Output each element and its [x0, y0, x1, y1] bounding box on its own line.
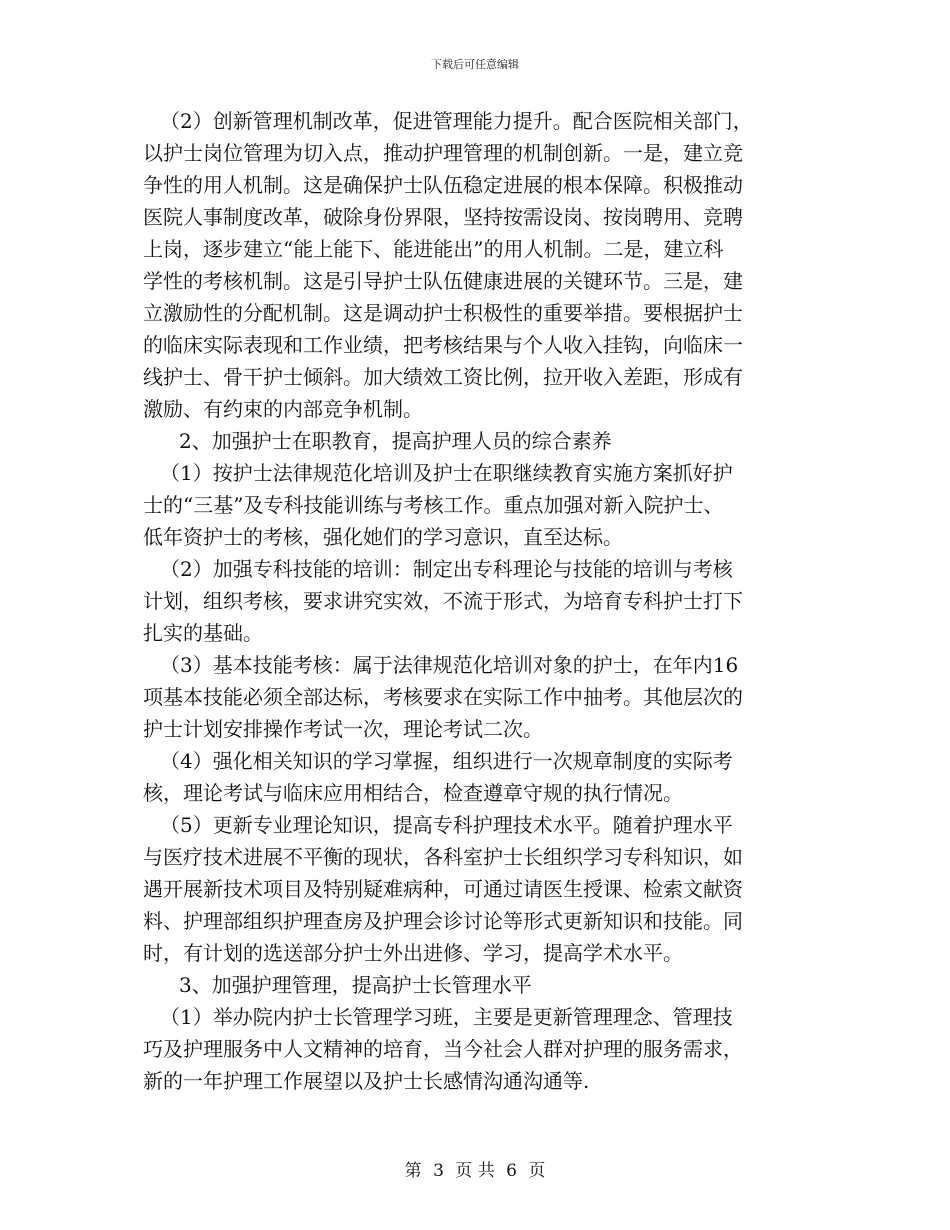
- body-line: 料、护理部组织护理查房及护理会诊讨论等形式更新知识和技能。同: [143, 909, 743, 933]
- body-line: 2、加强护士在职教育，提高护理人员的综合素养: [179, 429, 612, 453]
- body-line: 学性的考核机制。这是引导护士队伍健康进展的关键环节。三是，建: [143, 269, 743, 293]
- body-line: 线护士、骨干护士倾斜。加大绩效工资比例，拉开收入差距，形成有: [143, 365, 743, 389]
- page-footer: [0, 1156, 950, 1181]
- body-line: 低年资护士的考核，强化她们的学习意识，直至达标。: [143, 525, 623, 549]
- body-line: 激励、有约束的内部竞争机制。: [143, 397, 423, 421]
- document-body: [143, 105, 798, 1097]
- body-line: 医院人事制度改革，破除身份界限，坚持按需设岗、按岗聘用、竞聘: [143, 205, 743, 229]
- page-header-note: 下载后可任意编辑: [431, 58, 519, 71]
- body-line: 巧及护理服务中人文精神的培育，当今社会人群对护理的服务需求，: [143, 1037, 743, 1061]
- body-line: 上岗，逐步建立“能上能下、能进能出”的用人机制。二是，建立科: [143, 237, 724, 261]
- body-line: （3）基本技能考核：属于法律规范化培训对象的护士，在年内16: [160, 653, 739, 677]
- body-line: 士的“三基”及专科技能训练与考核工作。重点加强对新入院护士、: [143, 493, 724, 517]
- body-line: 核，理论考试与临床应用相结合，检查遵章守规的执行情况。: [143, 781, 683, 805]
- body-line: 立激励性的分配机制。这是调动护士积极性的重要举措。要根据护士: [143, 301, 743, 325]
- body-line: 争性的用人机制。这是确保护士队伍稳定进展的根本保障。积极推动: [143, 173, 743, 197]
- body-line: 遇开展新技术项目及特别疑难病种，可通过请医生授课、检索文献资: [143, 877, 743, 901]
- body-line: 以护士岗位管理为切入点，推动护理管理的机制创新。一是，建立竞: [143, 141, 743, 165]
- body-line: 护士计划安排操作考试一次，理论考试二次。: [143, 717, 543, 741]
- footer-suffix: 页: [528, 1161, 546, 1181]
- body-line: （2）加强专科技能的培训：制定出专科理论与技能的培训与考核: [160, 557, 733, 581]
- body-line: （1）举办院内护士长管理学习班，主要是更新管理理念、管理技: [160, 1005, 733, 1029]
- footer-total-pages: 6: [506, 1161, 517, 1181]
- body-line: （2）创新管理机制改革，促进管理能力提升。配合医院相关部门，: [160, 109, 753, 133]
- body-line: （1）按护士法律规范化培训及护士在职继续教育实施方案抓好护: [160, 461, 733, 485]
- body-line: 新的一年护理工作展望以及护士长感情沟通沟通等.: [143, 1069, 590, 1093]
- footer-prefix: 第: [404, 1161, 422, 1181]
- body-line: 计划，组织考核，要求讲究实效，不流于形式，为培育专科护士打下: [143, 589, 743, 613]
- body-line: （5）更新专业理论知识，提高专科护理技术水平。随着护理水平: [160, 813, 733, 837]
- body-line: 3、加强护理管理，提高护士长管理水平: [179, 973, 532, 997]
- body-line: （4）强化相关知识的学习掌握，组织进行一次规章制度的实际考: [160, 749, 733, 773]
- body-line: 项基本技能必须全部达标，考核要求在实际工作中抽考。其他层次的: [143, 685, 743, 709]
- body-line: 的临床实际表现和工作业绩，把考核结果与个人收入挂钩，向临床一: [143, 333, 743, 357]
- body-line: 时，有计划的选送部分护士外出进修、学习，提高学术水平。: [143, 941, 683, 965]
- footer-middle: 页 共: [455, 1161, 495, 1181]
- footer-page-number: 3: [433, 1161, 444, 1181]
- body-line: 扎实的基础。: [143, 621, 263, 645]
- body-line: 与医疗技术进展不平衡的现状，各科室护士长组织学习专科知识，如: [143, 845, 743, 869]
